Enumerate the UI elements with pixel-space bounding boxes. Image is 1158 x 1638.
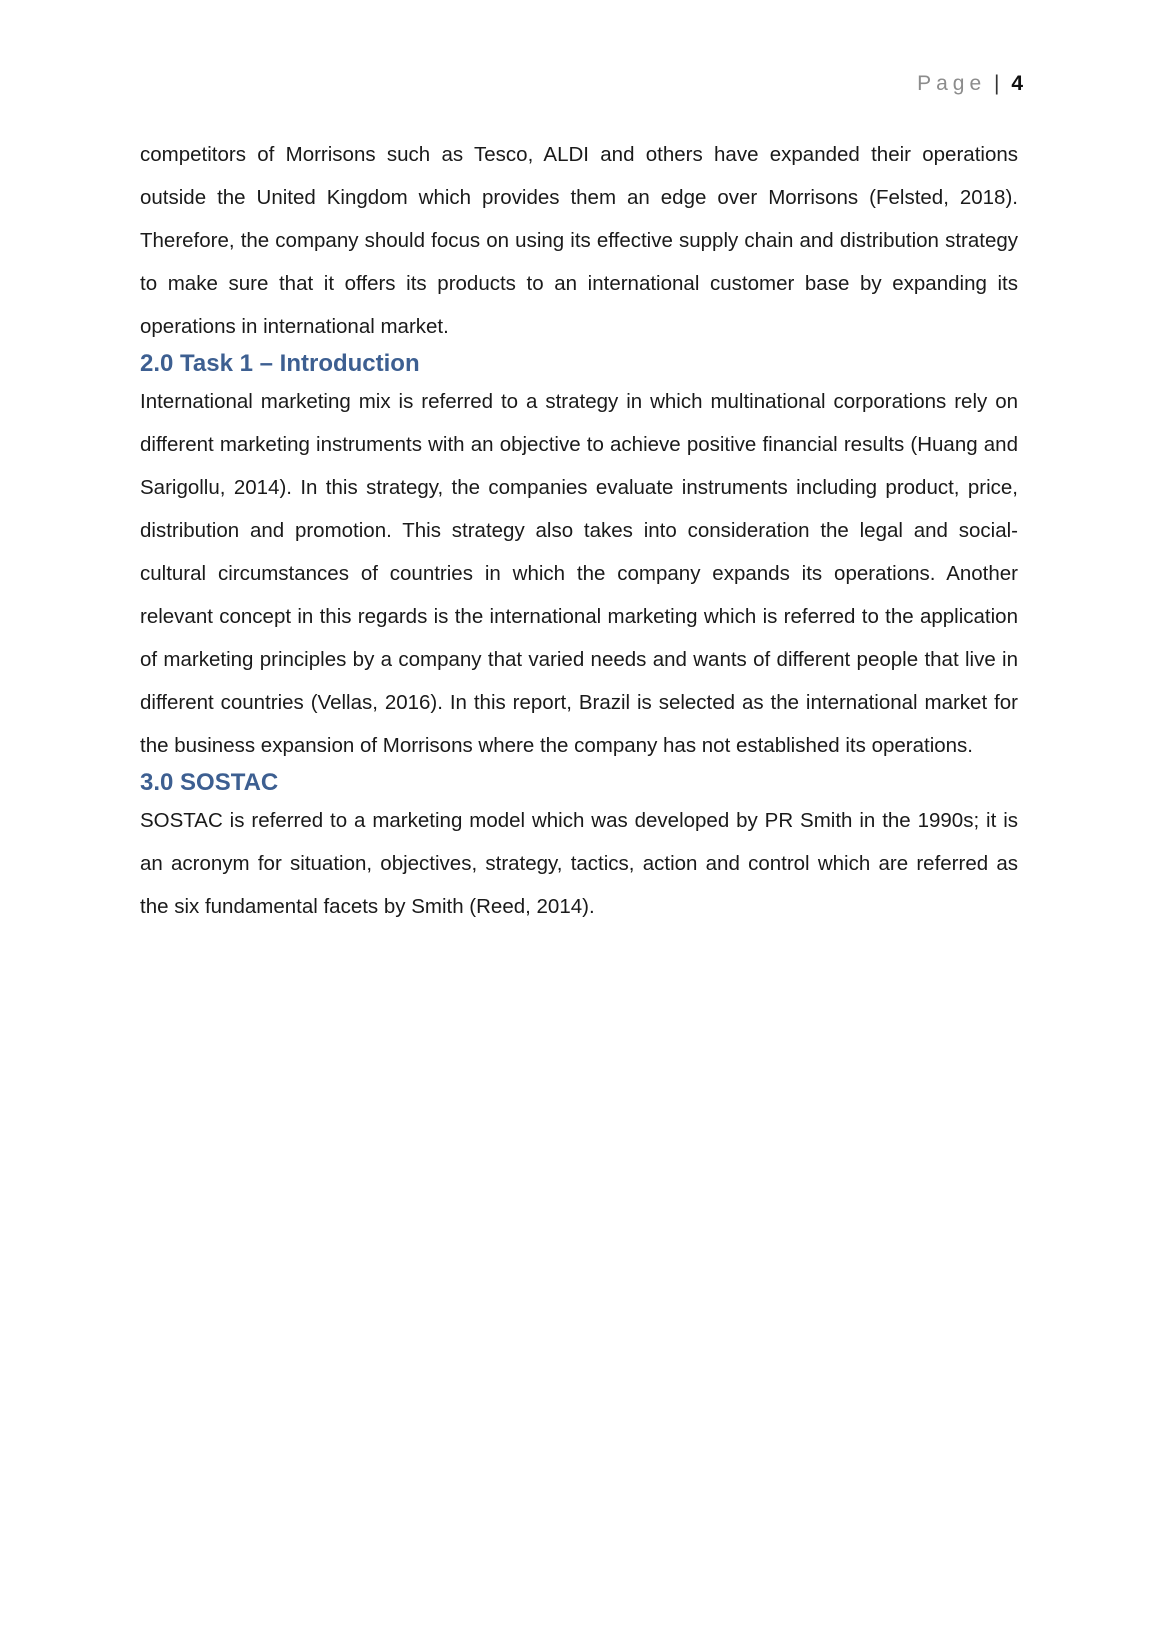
- introduction-paragraph: International marketing mix is referred to a strategy in which multinational corporations rely on different marketing instruments with an objective to achieve positive financial results (Huang and Sarigollu, 2014). In this strategy, the companies evaluate instruments including product, price, distribution and promotion. This strategy also takes into consideration the legal and social-cultural circumstances of countries in which the company expands its operations. Another relevant concept in this regards is the international marketing which is referred to the application of marketing principles by a company that varied needs and wants of different people that live in different countries (Vellas, 2016). In this report, Brazil is selected as the international market for the business expansion of Morrisons where the company has not established its operations.: [140, 390, 1018, 757]
- section-heading-introduction: 2.0 Task 1 – Introduction: [140, 350, 420, 377]
- section-heading-sostac: 3.0 SOSTAC: [140, 769, 279, 796]
- page-label: Page: [917, 72, 987, 95]
- page-separator: |: [994, 72, 1000, 95]
- page-number: 4: [1011, 72, 1023, 95]
- sostac-paragraph: SOSTAC is referred to a marketing model which was developed by PR Smith in the 1990s; it is an acronym for situation, objectives, strategy, tactics, action and control which are referred as the six fundamental facets by Smith (Reed, 2014).: [140, 809, 1018, 918]
- page-header: [917, 70, 1023, 98]
- document-body: [140, 133, 1018, 928]
- intro-paragraph: competitors of Morrisons such as Tesco, ALDI and others have expanded their operations outside the United Kingdom which provides them an edge over Morrisons (Felsted, 2018). Therefore, the company should focus on using its effective supply chain and distribution strategy to make sure that it offers its products to an international customer base by expanding its operations in international market.: [140, 143, 1018, 338]
